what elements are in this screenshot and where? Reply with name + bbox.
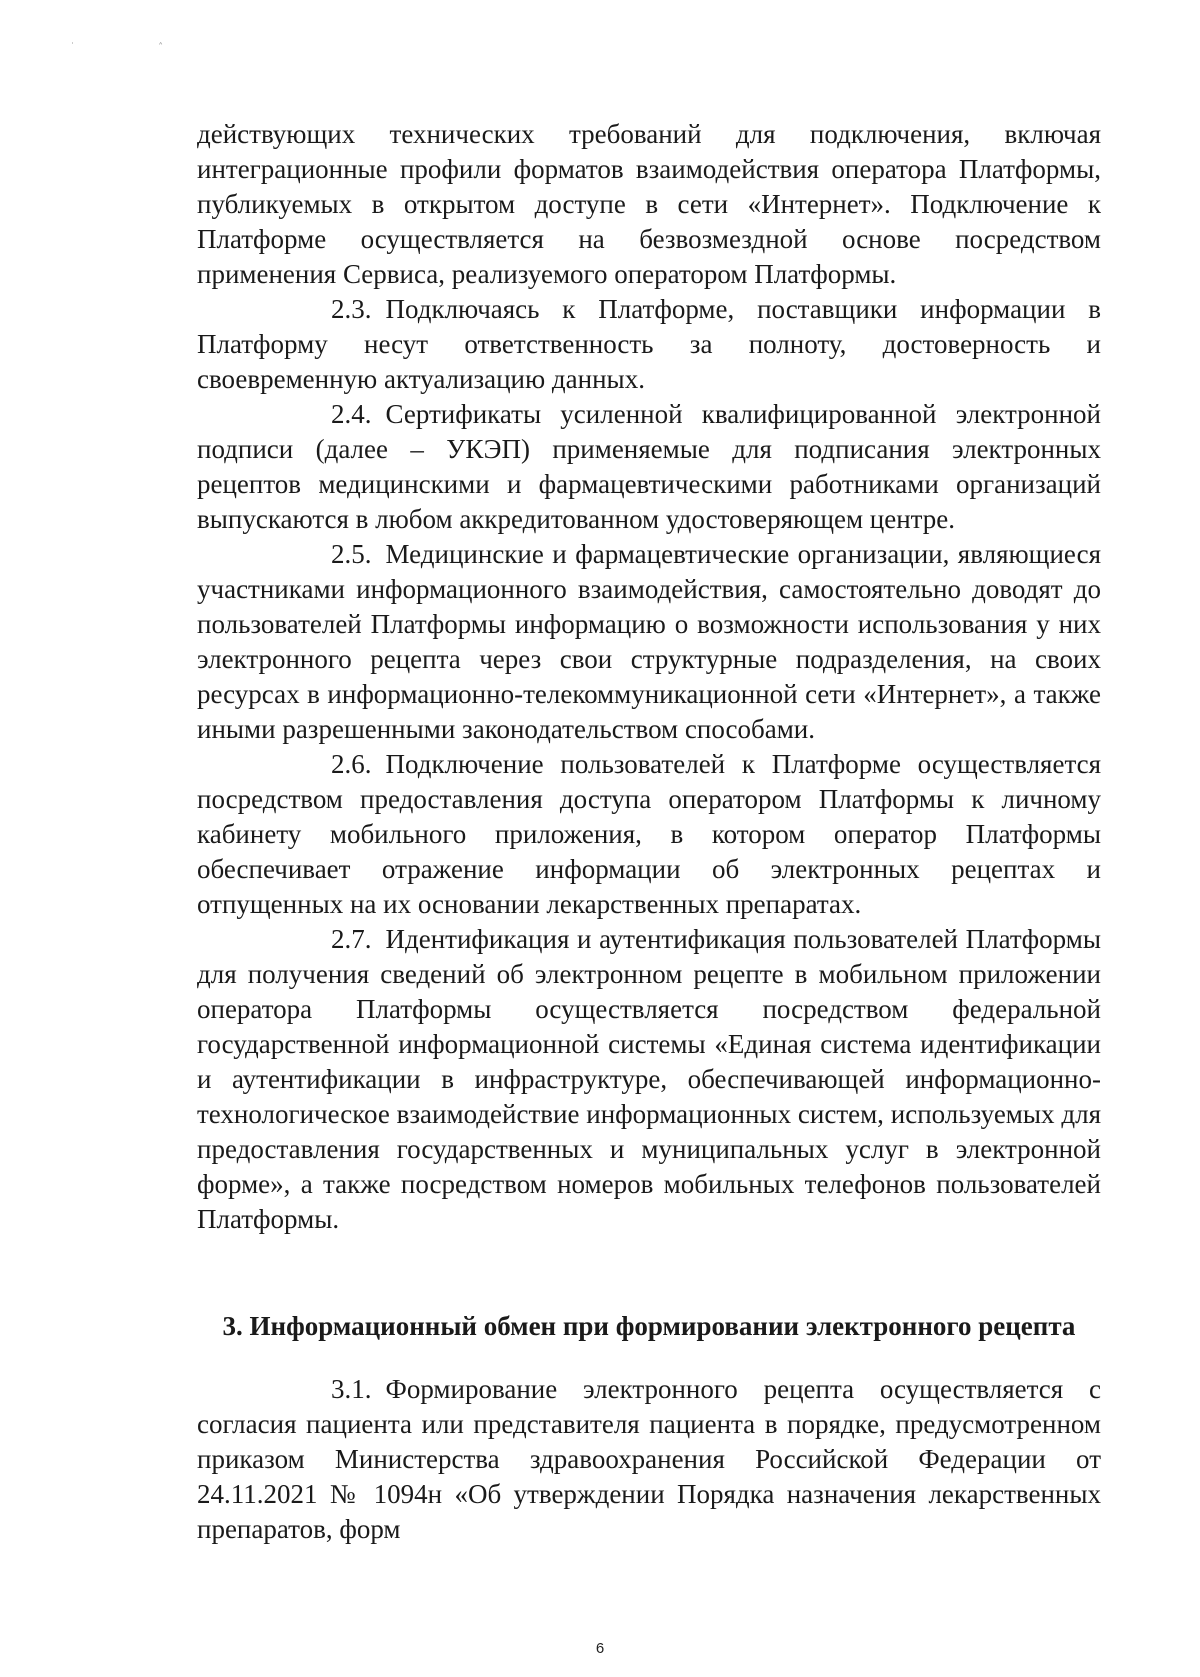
paragraph-continuation xyxy=(197,117,1101,292)
paragraph-number: 2.6. xyxy=(331,749,372,779)
paragraph-number: 2.4. xyxy=(331,399,372,429)
paragraph-2-4 xyxy=(197,397,1101,537)
scan-artifact-marks: ˙ ˄ xyxy=(70,42,204,53)
paragraph-text: Медицинские и фармацевтические организации, являющиеся участниками информационного взаимодействия, самостоятельно доводят до пользователей Платформы информацию о возможности использования у них электронного рецепта через свои структурные подразделения, на своих ресурсах в информационно-телекоммуникационной сети «Интернет», а также иными разрешенными законодательством способами. xyxy=(197,539,1101,744)
page-number: 6 xyxy=(595,1640,605,1657)
document-body xyxy=(197,117,1101,1547)
paragraph-2-7 xyxy=(197,922,1101,1237)
paragraph-number: 2.3. xyxy=(331,294,372,324)
paragraph-3-1 xyxy=(197,1372,1101,1547)
paragraph-text: Подключаясь к Платформе, поставщики информации в Платформу несут ответственность за полноту, достоверность и своевременную актуализацию данных. xyxy=(197,294,1101,394)
paragraph-text: Идентификация и аутентификация пользователей Платформы для получения сведений об электронном рецепте в мобильном приложении оператора Платформы осуществляется посредством федеральной государственной информационной системы «Единая система идентификации и аутентификации в инфраструктуре, обеспечивающей информационно-технологическое взаимодействие информационных систем, используемых для предоставления государственных и муниципальных услуг в электронной форме», а также посредством номеров мобильных телефонов пользователей Платформы. xyxy=(197,924,1101,1234)
paragraph-2-5 xyxy=(197,537,1101,747)
paragraph-text: Формирование электронного рецепта осуществляется с согласия пациента или представителя пациента в порядке, предусмотренном приказом Министерства здравоохранения Российской Федерации от 24.11.2021 № 1094н «Об утверждении Порядка назначения лекарственных препаратов, форм xyxy=(197,1374,1101,1544)
paragraph-text: действующих технических требований для подключения, включая интеграционные профили форматов взаимодействия оператора Платформы, публикуемых в открытом доступе в сети «Интернет». Подключение к Платформе осуществляется на безвозмездной основе посредством применения Сервиса, реализуемого оператором Платформы. xyxy=(197,119,1101,289)
paragraph-2-6 xyxy=(197,747,1101,922)
section-heading: 3. Информационный обмен при формировании электронного рецепта xyxy=(222,1311,1076,1341)
paragraph-number: 3.1. xyxy=(331,1374,372,1404)
paragraph-text: Сертификаты усиленной квалифицированной электронной подписи (далее – УКЭП) применяемые для подписания электронных рецептов медицинскими и фармацевтическими работниками организаций выпускаются в любом аккредитованном удостоверяющем центре. xyxy=(197,399,1101,534)
paragraph-text: Подключение пользователей к Платформе осуществляется посредством предоставления доступа оператором Платформы к личному кабинету мобильного приложения, в котором оператор Платформы обеспечивает отражение информации об электронных рецептах и отпущенных на их основании лекарственных препаратах. xyxy=(197,749,1101,919)
paragraph-number: 2.5. xyxy=(331,539,372,569)
paragraph-2-3 xyxy=(197,292,1101,397)
paragraph-number: 2.7. xyxy=(331,924,372,954)
